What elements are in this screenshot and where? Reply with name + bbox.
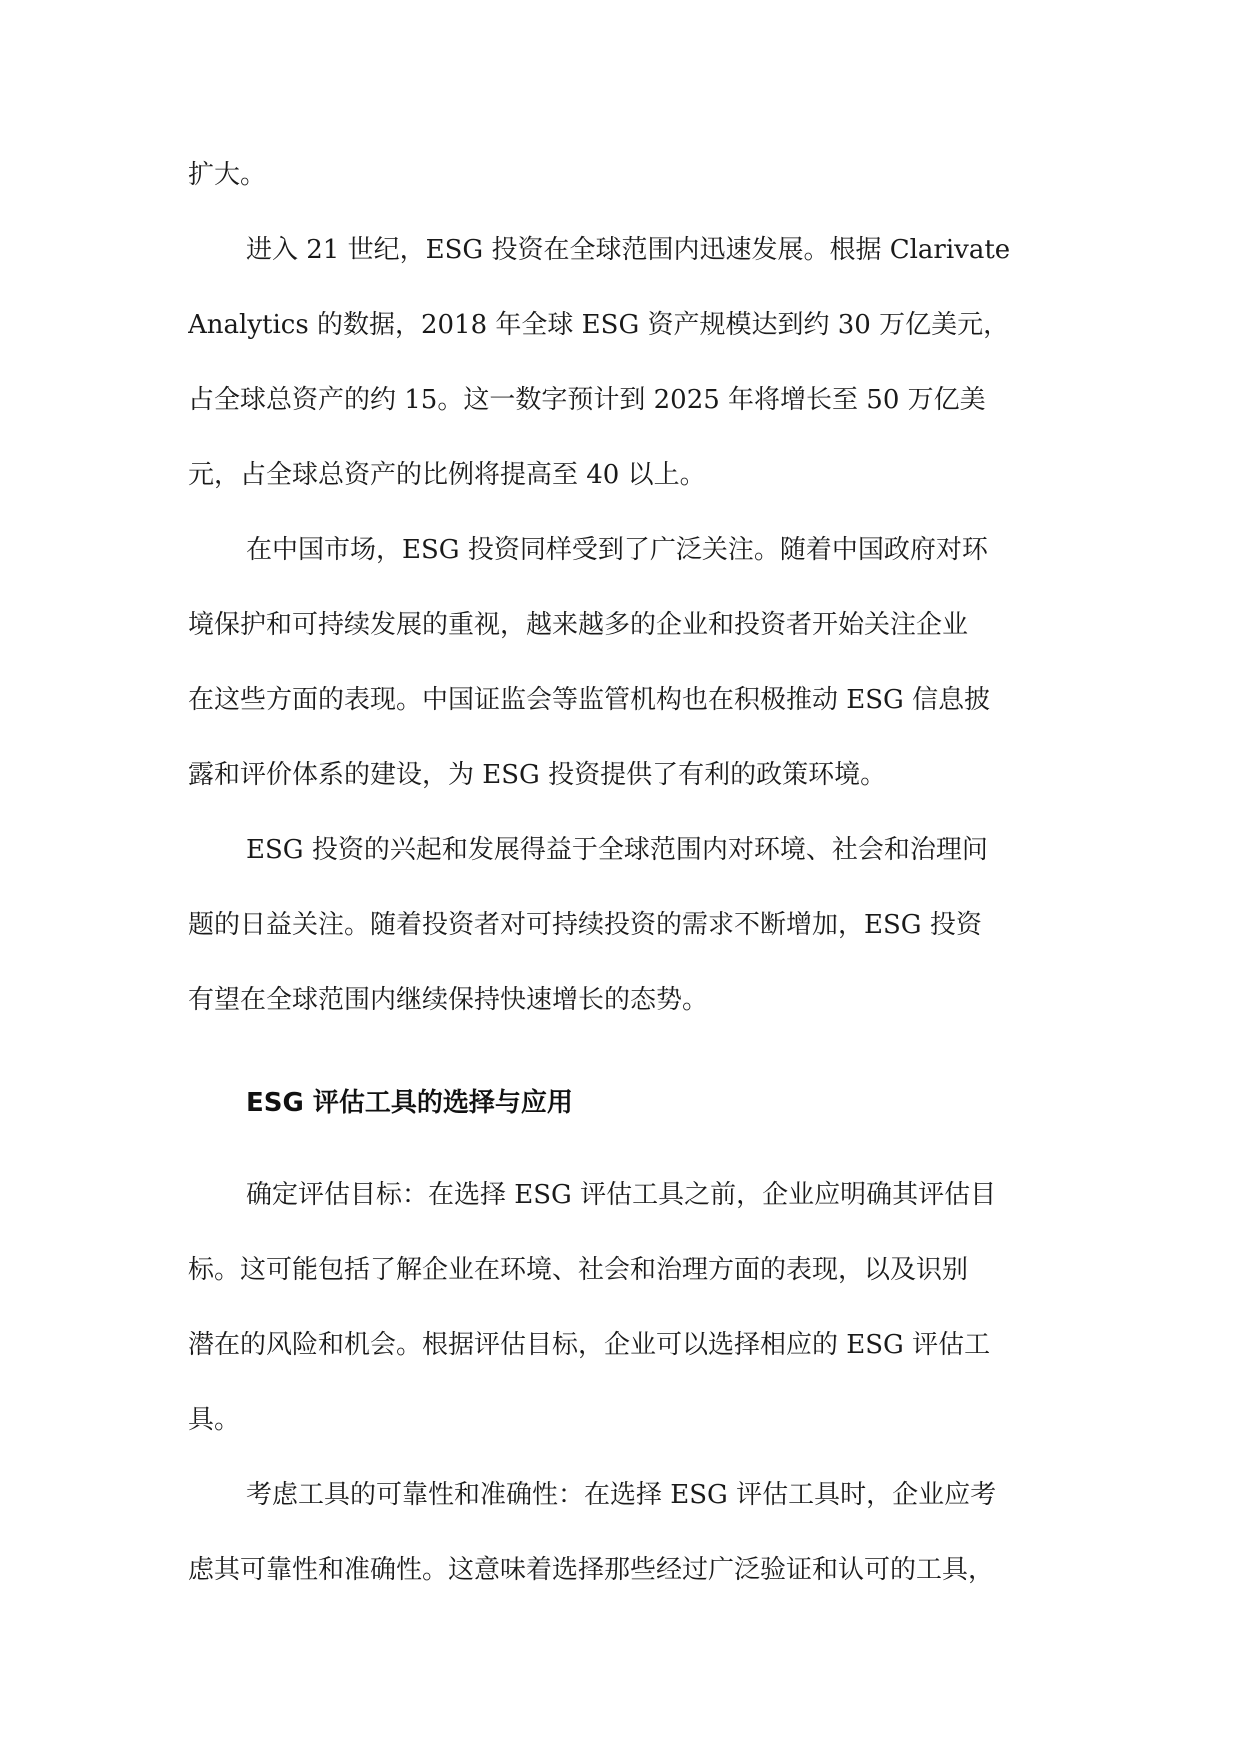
text-line: Analytics 的数据，2018 年全球 ESG 资产规模达到约 30 万亿美元， xyxy=(188,310,1010,340)
paragraph-tool-reliability xyxy=(188,1458,1058,1608)
text-line: 题的日益关注。随着投资者对可持续投资的需求不断增加，ESG 投资 xyxy=(188,910,982,940)
text-line: 元，占全球总资产的比例将提高至 40 以上。 xyxy=(188,460,706,490)
text-line: 有望在全球范围内继续保持快速增长的态势。 xyxy=(188,985,709,1015)
text-line: 考虑工具的可靠性和准确性：在选择 ESG 评估工具时，企业应考 xyxy=(246,1480,997,1510)
paragraph-esg-outlook xyxy=(188,813,1058,1038)
text-line: 虑其可靠性和准确性。这意味着选择那些经过广泛验证和认可的工具， xyxy=(188,1555,995,1585)
paragraph-esg-global-growth xyxy=(188,213,1058,513)
paragraph-assessment-goals xyxy=(188,1158,1058,1458)
text-line: 具。 xyxy=(188,1405,241,1435)
text-line: 标。这可能包括了解企业在环境、社会和治理方面的表现，以及识别 xyxy=(188,1255,969,1285)
paragraph-china-market xyxy=(188,513,1058,813)
text-line: 境保护和可持续发展的重视，越来越多的企业和投资者开始关注企业 xyxy=(188,610,969,640)
text-line: 在中国市场，ESG 投资同样受到了广泛关注。随着中国政府对环 xyxy=(246,535,988,565)
text-line: ESG 投资的兴起和发展得益于全球范围内对环境、社会和治理问 xyxy=(246,835,988,865)
text-line: 在这些方面的表现。中国证监会等监管机构也在积极推动 ESG 信息披 xyxy=(188,685,991,715)
text-line: 确定评估目标：在选择 ESG 评估工具之前，企业应明确其评估目 xyxy=(246,1180,997,1210)
paragraph-continuation xyxy=(188,138,1058,213)
text-line: 潜在的风险和机会。根据评估目标，企业可以选择相应的 ESG 评估工 xyxy=(188,1330,991,1360)
text-line: 占全球总资产的约 15。这一数字预计到 2025 年将增长至 50 万亿美 xyxy=(188,385,986,415)
text-line: 露和评价体系的建设，为 ESG 投资提供了有利的政策环境。 xyxy=(188,760,887,790)
section-heading: ESG 评估工具的选择与应用 xyxy=(246,1088,573,1118)
text-line: 进入 21 世纪，ESG 投资在全球范围内迅速发展。根据 Clarivate xyxy=(246,235,1011,265)
text-line: 扩大。 xyxy=(188,160,267,190)
